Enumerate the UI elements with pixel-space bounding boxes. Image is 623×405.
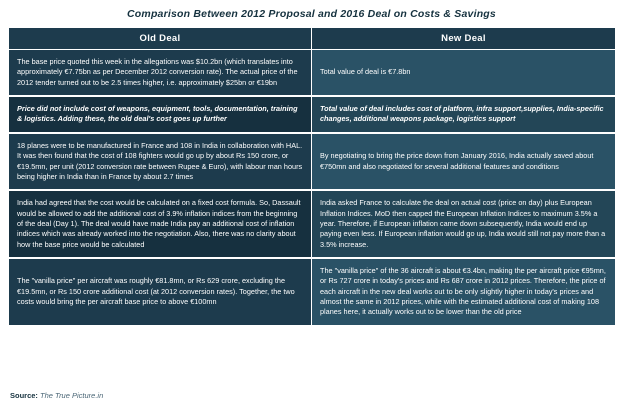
cell-new-deal: By negotiating to bring the price down from January 2016, India actually saved about €750mn and also negotiated for several additional features and conditions xyxy=(312,133,616,190)
page-title: Comparison Between 2012 Proposal and 2016 Deal on Costs & Savings xyxy=(127,8,496,20)
table-row xyxy=(9,50,616,97)
cell-old-deal: 18 planes were to be manufactured in France and 108 in India in collaboration with HAL. It was then found that the cost of 108 fighters would go up by about Rs 150 crore, or €19.5mn, per unit (2012 conversion rate between Rupee & Euro), with labour man hours being higher in India than in France by about 2.7 times xyxy=(9,133,312,190)
column-header-new-deal: New Deal xyxy=(312,28,616,50)
table-row xyxy=(9,133,616,190)
table-row xyxy=(9,96,616,133)
cell-new-deal: Total value of deal includes cost of platform, infra support,supplies, India-specific changes, additional weapons package, logistics support xyxy=(312,96,616,133)
source-label: Source: xyxy=(10,391,38,400)
source-name: The True Picture.in xyxy=(40,391,104,400)
cell-old-deal: India had agreed that the cost would be calculated on a fixed cost formula. So, Dassault would be allowed to add the additional cost of 3.9% inflation indices from the beginning of the deal (Day 1). The deal would have made India pay an additional cost of inflation indices which was already worked into the negotiation. Also, there was no clarity about how the base price would be calculated xyxy=(9,190,312,258)
comparison-table xyxy=(8,27,616,326)
column-header-old-deal: Old Deal xyxy=(9,28,312,50)
source-credit xyxy=(10,391,103,400)
table-header-row xyxy=(9,28,616,50)
table-row xyxy=(9,258,616,325)
cell-new-deal: India asked France to calculate the deal on actual cost (price on day) plus European Inflation Indices. MoD then capped the European Inflation Indices to maximum 3.5% a year. Therefore, if European inflation came down subsequently, India would end up paying even less. If European inflation would go up, India would still not pay more than a 3.5% increase. xyxy=(312,190,616,258)
cell-old-deal: Price did not include cost of weapons, equipment, tools, documentation, training & logistics. Adding these, the old deal's cost goes up further xyxy=(9,96,312,133)
cell-new-deal: Total value of deal is €7.8bn xyxy=(312,50,616,97)
cell-new-deal: The "vanilla price" of the 36 aircraft is about €3.4bn, making the per aircraft price €95mn, or Rs 727 crore in today's prices and Rs 687 crore in 2012 prices. Therefore, the price of each aircraft in the new deal works out to be only slightly higher in today's prices and almost the same in 2012 prices, while with the estimated additional cost of making 108 planes here, it actually works out to be lower than the old price xyxy=(312,258,616,325)
cell-old-deal: The "vanilla price" per aircraft was roughly €81.8mn, or Rs 629 crore, excluding the €19.5mn, or Rs 150 crore additional cost (at 2012 conversion rates). Together, the two costs would bring the per aircraft base price to above €100mn xyxy=(9,258,312,325)
cell-old-deal: The base price quoted this week in the allegations was $10.2bn (which translates into approximately €7.75bn as per December 2012 conversion rate). The actual price of the 2012 tender turned out to be 2.5 times higher, i.e. approximately $25bn or €19bn xyxy=(9,50,312,97)
table-row xyxy=(9,190,616,258)
